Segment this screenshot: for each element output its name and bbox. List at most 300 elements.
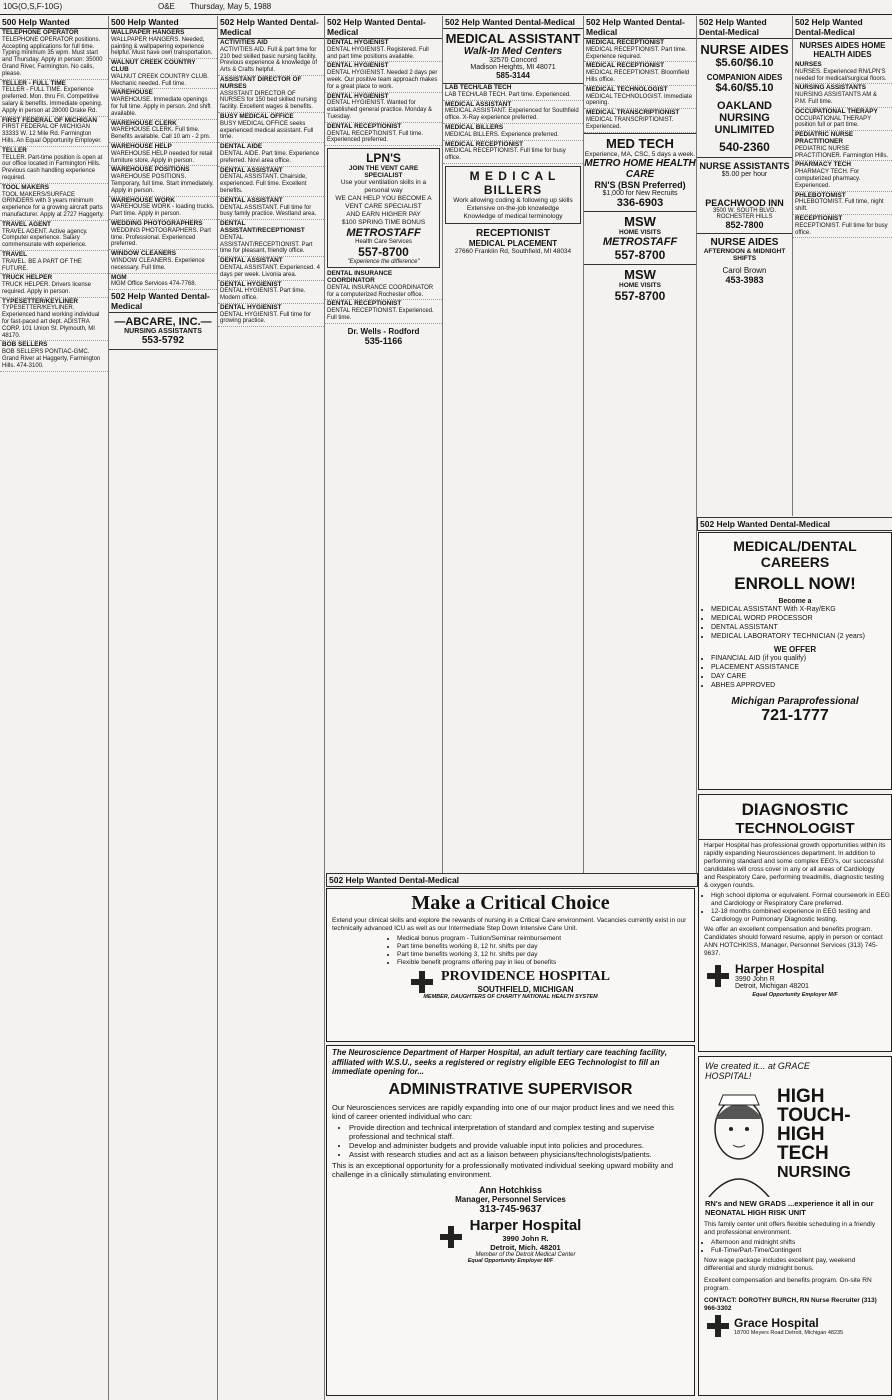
classified-ad [218,220,324,257]
lpn-sub: JOIN THE VENT CARE SPECIALIST [348,165,419,180]
classified-ad [793,192,892,215]
admin-hosp: Harper Hospital [469,1216,582,1234]
msw-sub: HOME VISITS [619,228,661,236]
ad-heading: DENTAL ASSISTANT [220,257,283,265]
carol-ad [697,233,792,288]
metrostaff-phone: 557-8700 [358,245,409,260]
ad-text: MEDICAL RECEPTIONIST. Bloomfield Hills office. [586,70,690,83]
column-3 [218,16,325,1400]
ad-heading: TELEPHONE OPERATOR [2,29,79,36]
ad-list [443,84,583,164]
diag-title-2: TECHNOLOGIST [699,820,891,840]
ad-text: PHARMACY TECH. For computerized pharmacy. Experienced. [795,169,861,189]
ad-text: DENTAL ASSISTANT. Full time for busy family practice. Westland area. [220,204,317,218]
walkin-city: Madison Heights, MI 48071 [470,64,556,71]
msw-metro: METROSTAFF [602,235,678,248]
ad-heading: MEDICAL BILLERS [445,123,504,131]
metrostaff-tag: "Experience the difference" [347,259,420,266]
ad-heading: TELLER [2,146,27,154]
carol-phone: 453-3983 [725,275,764,285]
metro-home: METRO HOME HEALTH CARE [584,157,696,180]
ad-heading: DENTAL HYGIENIST [327,39,389,46]
column-1 [0,16,109,1400]
ad-heading: DENTAL HYGIENIST [220,280,282,288]
list-item: Extensive on-the-job knowledge [466,204,560,212]
grace-nursing: NURSING [777,1164,851,1181]
ad-text: DENTAL RECEPTIONIST. Full time. Experienced preferred. [327,130,424,144]
list-item: AND EARN HIGHER PAY [346,211,421,219]
grace-body: This family center unit offers flexible scheduling in a friendly and professional environment. [704,1221,876,1236]
list-item: • MEDICAL ASSISTANT With X-Ray/EKG [711,605,891,614]
classified-ad [0,341,108,371]
placement-ad [443,226,583,257]
grace-addr: 18700 Meyers Road Detroit, Michigan 48235 [734,1330,844,1336]
admin-title: ADMINISTRATIVE SUPERVISOR [388,1080,633,1098]
grace-tech: TECH [777,1143,829,1164]
classified-ad [443,101,583,124]
grace-top: We created it... at GRACE HOSPITAL! [705,1061,810,1081]
filler-text [109,350,217,352]
classified-ad [443,84,583,101]
grace-ad [698,1056,892,1396]
classified-ad [443,141,583,164]
diag-addr-1: 3990 John R [735,976,775,983]
walkin-name: Walk-In Med Centers [463,46,563,57]
ad-text: DENTAL HYGIENIST. Registered. Full and part time positions available. [327,46,429,60]
ad-text: DENTAL ASSISTANT. Chairside, experienced. Full time. Excellent benefits. [220,174,307,194]
grace-high-2: HIGH [777,1124,825,1145]
peachwood-name: PEACHWOOD INN [705,198,784,208]
ad-heading: MEDICAL RECEPTIONIST [586,39,664,46]
msw2-title: MSW [624,266,656,282]
classified-ad [218,257,324,280]
ad-heading: NURSES [795,61,822,68]
providence-logo-icon [411,971,433,993]
column-header: 502 Help Wanted Dental-Medical [443,16,583,29]
list-item: WE CAN HELP YOU BECOME A VENT CARE SPECIALIST [335,195,432,211]
classified-ad [793,131,892,161]
admin-contact-title: Manager, Personnel Services [455,1194,566,1204]
billers-points [448,197,578,221]
classified-ad [109,220,217,250]
carol-name: Carol Brown [722,266,767,275]
ad-text: MEDICAL TRANSCRIPTIONIST. Experienced. [586,116,674,130]
classified-ad [218,76,324,113]
ad-text: LAB TECH/LAB TECH. Part time. Experienced. [445,91,571,98]
ad-heading: MEDICAL RECEPTIONIST [586,62,664,70]
billers-title: M E D I C A L BILLERS [469,168,557,197]
column-8 [793,16,892,516]
list-item: • Medical bonus program - Tuition/Seminar reimbursement [397,935,694,943]
abcare-ad [109,313,217,350]
billers-ad [445,166,581,224]
grace-pkg: Now wage package includes excellent pay, weekend differential and sturdy midnight bonus. [704,1257,856,1272]
metrostaff-name: METROSTAFF [346,227,421,240]
section-banner: 502 Help Wanted Dental-Medical [697,517,892,531]
ad-text: BOB SELLERS PONTIAC-GMC. Grand River at Haggerty, Farmington Hills. 474-3100. [2,349,101,369]
ad-heading: OCCUPATIONAL THERAPY [795,107,878,115]
ad-text: TRUCK HELPER. Drivers license required. Apply in person. [2,282,92,295]
ad-text: TRAVEL. BE A PART OF THE FUTURE. [2,258,82,272]
placement-addr: 27660 Franklin Rd, Southfield, MI 48034 [454,247,572,255]
page-header [0,0,892,15]
ad-heading: DENTAL ASSISTANT [220,196,283,204]
ad-heading: WAREHOUSE HELP [111,142,172,150]
careers-title-2: CAREERS [760,554,830,570]
ad-heading: BOB SELLERS [2,341,48,349]
ad-text: TOOL MAKERS/SURFACE GRINDERS with 3 years minimum experience for a growing aircraft parts manufacturer. Apply at 2727 Haggerty. [2,191,104,218]
ad-heading: TRAVEL AGENT [2,220,51,228]
ad-list [218,39,324,327]
column-6 [584,16,697,886]
careers-items [699,605,891,641]
ad-list [793,61,892,238]
classified-ad [0,147,108,184]
ad-text: TELLER. Part-time position is open at our office located in Farmington Hills. Previous cash handling experience required. [2,154,103,181]
rodford-name: Dr. Wells - Rodford [347,326,420,336]
ad-text: TRAVEL AGENT. Active agency. Computer experience. Salary commensurate with experience. [2,228,88,249]
ad-text: WEDDING PHOTOGRAPHERS. Part time. Professional. Experienced preferred. [111,227,211,248]
list-item: • MEDICAL LABORATORY TECHNICIAN (2 years) [711,632,891,641]
ad-text: TYPESETTER/KEYLINER. Experienced hand working individual for fast-paced art dept. ADISTRA CORP. 101 Union St. Plymouth, MI 48170. [2,305,100,339]
walkin-addr: 32570 Concord [489,57,537,64]
ad-heading: MEDICAL ASSISTANT [445,100,512,108]
msw2-sub: HOME VISITS [619,281,661,289]
ad-heading: PHARMACY TECH [795,161,851,169]
section-banner-2: 502 Help Wanted Dental-Medical [326,873,698,887]
medical-assistant-ad [443,29,583,84]
grace-high-1: HIGH [777,1086,825,1107]
ad-text: NURSES. Experienced RN/LPN'S needed for medical/surgical floors. [795,68,887,82]
list-item: Knowledge of medical terminology [463,212,563,220]
classified-ad [584,39,696,62]
classified-ad [443,124,583,141]
ad-text: WAREHOUSE CLERK. Full time. Benefits available. Call 10 am - 2 pm. [111,127,211,141]
ad-text: FIRST FEDERAL OF MICHIGAN 33333 W. 12 Mile Rd. Farmington Hills. An Equal Opportunity Employer. [2,124,102,144]
ad-text: NURSING ASSISTANTS AM & P.M. Full time. [795,92,877,105]
nurse-assist-title: NURSE ASSISTANTS [699,161,790,171]
placement-title: RECEPTIONIST [476,227,550,239]
classified-ad [218,113,324,143]
ad-heading: WINDOW CLEANERS [111,250,176,258]
list-item: Work allowing coding & following up skills [453,196,573,204]
placement-sub: MEDICAL PLACEMENT [468,238,558,248]
ma-title: MEDICAL ASSISTANT [445,31,581,46]
grace-points [699,1239,891,1255]
ad-heading: FIRST FEDERAL OF MICHIGAN [2,116,98,124]
classified-ad [325,270,442,300]
classified-ad [584,109,696,132]
filler-text [443,257,583,259]
list-item: • Part time benefits working 8, 12 hr. shifts per day [397,943,694,951]
list-item: • Afternoon and midnight shifts [711,1239,891,1247]
column-header: 500 Help Wanted [0,16,108,29]
ad-heading: PEDIATRIC NURSE PRACTITIONER [795,131,854,145]
ad-heading: LAB TECH/LAB TECH [445,84,512,91]
harper-logo-icon [707,965,729,987]
list-item: • Provide direction and technical interpretation of standard and complex testing and supervise professional and technical staff. [349,1123,694,1141]
peachwood-phone: 852-7800 [725,220,764,230]
classified-ad [793,84,892,107]
ad-heading: DENTAL ASSISTANT/RECEPTIONIST [220,220,305,234]
classified-ad [109,166,217,196]
ad-text: TELLER - FULL TIME. Experience preferred. Mon. thru Fri. Competitive salary & benefits. Immediate opening. Apply in person at 28000 Drake Rd. [2,87,103,114]
classified-ad [0,298,108,342]
lpn-points [330,179,437,227]
grace-comp: Excellent compensation and benefits program. On-site RN program. [704,1277,872,1292]
ad-heading: DENTAL RECEPTIONIST [327,122,402,130]
classified-ad [109,197,217,220]
classified-ad [109,29,217,59]
column-header: 502 Help Wanted Dental-Medical [325,16,442,39]
ad-heading: WALNUT CREEK COUNTRY CLUB [111,59,196,73]
ad-heading: MGM [111,273,127,281]
ad-heading: NURSING ASSISTANTS [795,84,867,92]
msw-phone: 557-8700 [614,247,666,262]
nurse-aides-title: NURSE AIDES [700,42,789,57]
providence-ad [326,888,695,1042]
medtech-ad [584,133,696,211]
careers-offers [699,654,891,690]
admin-member: Member of the Detroit Medical Center [475,1251,576,1258]
grace-rns: RN's and NEW GRADS ...experience it all in our NEONATAL HIGH RISK UNIT [705,1199,874,1217]
list-item: $100 SPRING TIME BONUS [341,219,426,227]
careers-title-1: MEDICAL/DENTAL [733,538,857,554]
column-header: 502 Help Wanted Dental-Medical [584,16,696,39]
walkin-phone: 585-3144 [496,71,530,80]
column-2 [109,16,218,1400]
prov-intro: Extend your clinical skills and explore the rewards of nursing in a Critical Care environment. Vacancies currently exist in our technically advanced ICU as well as our Intermediate Step Down Intensive Care Unit. [332,917,687,932]
list-item: • DENTAL ASSISTANT [711,623,891,632]
rns-phone: 336-6903 [616,196,664,209]
school-name: Michigan Paraprofessional [731,696,859,707]
admin-ad [326,1045,695,1396]
ad-text: PEDIATRIC NURSE PRACTITIONER. Farmington Hills. [795,145,889,159]
classified-ad [0,251,108,274]
prov-name: PROVIDENCE HOSPITAL [441,969,610,984]
lpn-ad [327,148,440,268]
ad-list [0,29,108,372]
prov-city: SOUTHFIELD, MICHIGAN [477,985,574,994]
ad-text: DENTAL HYGIENIST. Part time. Modern office. [220,288,306,302]
list-item: • DAY CARE [711,672,891,681]
classified-ad [0,29,108,80]
list-item: • Develop and administer budgets and provide valuable input into policies and procedures. [349,1141,694,1150]
ad-heading: BUSY MEDICAL OFFICE [220,112,294,120]
ad-text: ASSISTANT DIRECTOR OF NURSES for 150 bed skilled nursing facility. Excellent wages & benefits. [220,90,317,111]
prov-items [327,935,694,967]
ad-text: DENTAL AIDE. Part time. Experience preferred. Novi area office. [220,150,320,164]
ad-text: DENTAL RECEPTIONIST. Experienced. Full time. [327,308,434,321]
ad-heading: TELLER - FULL TIME [2,79,66,87]
nurse-assist-pay: $5.00 per hour [721,171,768,178]
ad-heading: RECEPTIONIST [795,214,843,222]
ad-text: WAREHOUSE. Immediate openings for full time. Apply in person. 2nd shift available. [111,97,211,117]
classified-ad [325,123,442,146]
diag-hosp: Harper Hospital [735,962,825,976]
classified-ad [325,62,442,92]
rodford-ad [325,324,442,349]
classified-ad [325,39,442,62]
abcare-phone: 553-5792 [141,335,185,347]
msw2-phone: 557-8700 [614,288,666,303]
school-phone: 721-1777 [761,707,829,724]
medtech-sub: Experience, MA, CSC, 5 days a week. [584,150,696,158]
peachwood-ad [697,157,792,233]
diag-contact: We offer an excellent compensation and benefits program. Candidates should forward resume, apply in person or contact ANN HOTCHKISS, Manager, Personnel Services (313) 745-9637. [704,926,883,957]
column-header: 502 Help Wanted Dental-Medical [793,16,892,39]
ad-heading: TRUCK HELPER [2,274,53,282]
page-section: 10G(O,S,F-10G) [3,2,63,11]
column-header: 502 Help Wanted Dental-Medical [109,290,217,313]
list-item: • MEDICAL WORD PROCESSOR [711,614,891,623]
ad-heading: DENTAL HYGIENIST [220,303,282,311]
classified-ad [0,274,108,297]
ad-heading: DENTAL AIDE [220,143,263,151]
list-item: • Full-Time/Part-Time/Contingent [711,1247,891,1255]
classified-ad [0,184,108,221]
rodford-phone: 535-1166 [364,335,403,346]
classified-ad [109,143,217,166]
ad-text: DENTAL HYGIENIST. Needed 2 days per week. Our positive team approach makes for a great place to work. [327,70,438,90]
ad-text: OCCUPATIONAL THERAPY position full or part time. [795,115,872,129]
list-item: Use your ventilation skills in a personal way [340,179,427,195]
ad-heading: MEDICAL RECEPTIONIST [445,140,523,148]
ad-text: BUSY MEDICAL OFFICE seeks experienced medical assistant. Full time. [220,120,314,141]
ad-text: DENTAL HYGIENIST. Wanted for established general practice. Monday & Tuesday. [327,100,433,120]
ad-heading: ASSISTANT DIRECTOR OF NURSES [220,75,302,90]
classified-ad [218,304,324,327]
page-date: Thursday, May 5, 1988 [190,2,272,11]
grace-hosp: Grace Hospital [734,1316,819,1330]
ad-text: ACTIVITIES AID. Full & part time for 210 bed skilled basic nursing facility. Previous experience & knowledge of Arts & Crafts helpful. [220,46,318,74]
classified-ad [584,86,696,109]
prov-title: Make a Critical Choice [411,892,610,914]
become-a: Become a [778,598,812,605]
classified-ad [584,62,696,85]
classified-ad [109,89,217,119]
lpn-title: LPN'S [366,151,401,166]
oakland-phone: 540-2360 [719,140,770,154]
ad-text: MEDICAL RECEPTIONIST. Part time. Experience required. [586,46,687,60]
list-item: • FINANCIAL AID (if you qualify) [711,654,891,663]
classified-ad [218,281,324,304]
list-item: • ABHES APPROVED [711,681,891,690]
ad-text: DENTAL ASSISTANT. Experienced. 4 days per week. Livonia area. [220,264,320,278]
filler-text [325,349,442,351]
admin-addr-1: 3990 John R. [502,1233,549,1243]
ad-heading: WAREHOUSE CLERK [111,119,177,127]
list-item: • Part time benefits working 3, 12 hr. shifts per day [397,951,694,959]
admin-addr-2: Detroit, Mich. 48201 [490,1242,561,1252]
grace-logo-icon [707,1315,729,1337]
ad-heading: DENTAL INSURANCE COORDINATOR [327,270,393,284]
admin-phone: 313-745-9637 [479,1203,542,1215]
ad-text: MEDICAL TECHNOLOGIST. Immediate opening. [586,93,693,107]
rns-pay: $1,000 for New Recruits [602,189,678,197]
rns-title: RN'S (BSN Preferred) [594,179,686,190]
ad-text: MEDICAL RECEPTIONIST. Full time for busy office. [445,148,566,162]
msw2-ad [584,264,696,305]
classified-ad [109,274,217,291]
classified-ad [218,167,324,197]
ad-text: MGM Office Services 474-7768. [111,281,197,288]
admin-body: Our Neurosciences services are rapidly expanding into one of our major product lines and we need this kind of career oriented individual who can: [332,1102,674,1121]
column-header: 502 Help Wanted Dental-Medical [218,16,324,39]
ad-heading: DENTAL ASSISTANT [220,166,283,174]
ad-heading: TOOL MAKERS [2,183,49,191]
ad-list [109,29,217,290]
diag-title-1: DIAGNOSTIC [741,800,849,819]
column-7 [697,16,793,516]
ad-heading: WEDDING PHOTOGRAPHERS [111,219,203,227]
list-item: • Flexible benefit programs offering pay in lieu of benefits [397,959,694,967]
diag-body: Harper Hospital has professional growth opportunities within its rapidly expanding Neurosciences department. In addition to performing standard and some complex EEG's, our successful candidates will cross cover in any or all areas of Cardiology and Respiratory Care, performing treadmills, diagnostic testing & oxygen rounds. [704,842,886,889]
prov-tag: MEMBER, DAUGHTERS OF CHARITY NATIONAL HEALTH SYSTEM [423,994,598,1000]
list-item: • Assist with research studies and act as a liaison between physicians/technologists/patients. [349,1150,694,1159]
ad-text: WALLPAPER HANGERS. Needed, painting & wallpapering experience helpful. Must have own transportation. [111,36,213,57]
metrostaff-sub: Health Care Services [355,239,412,246]
companion-title: COMPANION AIDES [706,73,783,82]
nurse-illustration [699,1085,777,1197]
ad-heading: PHLEBOTOMIST [795,191,846,199]
grace-contact: CONTACT: DOROTHY BURCH, RN Nurse Recruiter (313) 966-3302 [704,1297,877,1312]
filler-text [218,327,324,329]
ad-heading: MEDICAL TECHNOLOGIST [586,85,668,93]
classified-ad [325,300,442,323]
classified-ad [793,61,892,84]
abcare-sub: NURSING ASSISTANTS [124,328,202,336]
nurse-aides-pay: $5.60/$6.10 [715,57,774,69]
ad-heading: MEDICAL TRANSCRIPTIONIST [586,109,680,117]
ad-text: DENTAL ASSISTANT/RECEPTIONIST. Part time for pleasant, friendly office. [220,234,313,255]
companion-pay: $4.60/$5.10 [715,82,774,94]
enroll-now: ENROLL NOW! [734,574,856,593]
ad-heading: DENTAL HYGIENIST [327,92,389,100]
classified-ad [793,108,892,131]
oakland-ad [697,39,792,157]
ad-text: WALNUT CREEK COUNTRY CLUB. Mechanic needed. Full time. [111,73,209,87]
classified-ad [0,117,108,147]
ad-list [325,39,442,146]
diagnostic-ad [698,794,892,1052]
classified-ad [325,93,442,123]
ad-text: WAREHOUSE WORK - loading trucks. Part time. Apply in person. [111,204,215,218]
ad-text: PHLEBOTOMIST. Full time, night shift. [795,199,884,213]
paper-name: O&E [158,2,175,11]
msw-title: MSW [624,213,656,229]
medtech-title: MED TECH [606,135,674,151]
filler-text [584,305,696,307]
classified-ad [109,59,217,89]
admin-intro: The Neuroscience Department of Harper Hospital, an adult tertiary care teaching facility, affiliated with W.S.U., seeks a registered or registry eligible EEG Technologist to fill an immediate opening for... [332,1048,667,1076]
diag-quals [699,892,891,924]
admin-items [327,1123,694,1159]
classified-ad [793,215,892,238]
harper-logo-icon-2 [440,1226,462,1248]
classified-ad [793,161,892,191]
ad-text: WAREHOUSE POSITIONS. Temporary, full time. Start immediately. Apply in person. [111,174,214,194]
nurse-aides2-title: NURSE AIDES [710,237,779,248]
column-5 [443,16,584,886]
classified-ad [109,250,217,273]
ad-heading: TYPESETTER/KEYLINER [2,297,78,305]
list-item: • 12-18 months combined experience in EEG testing and Cardiology or Pulmonary Diagnostic testing. [711,908,891,924]
ad-text: WINDOW CLEANERS. Experience necessary. Full time. [111,257,205,271]
col8-heading: NURSES AIDES HOME HEALTH AIDES [799,41,886,59]
ad-heading: DENTAL RECEPTIONIST [327,300,402,308]
diag-addr-2: Detroit, Michigan 48201 [735,983,809,990]
